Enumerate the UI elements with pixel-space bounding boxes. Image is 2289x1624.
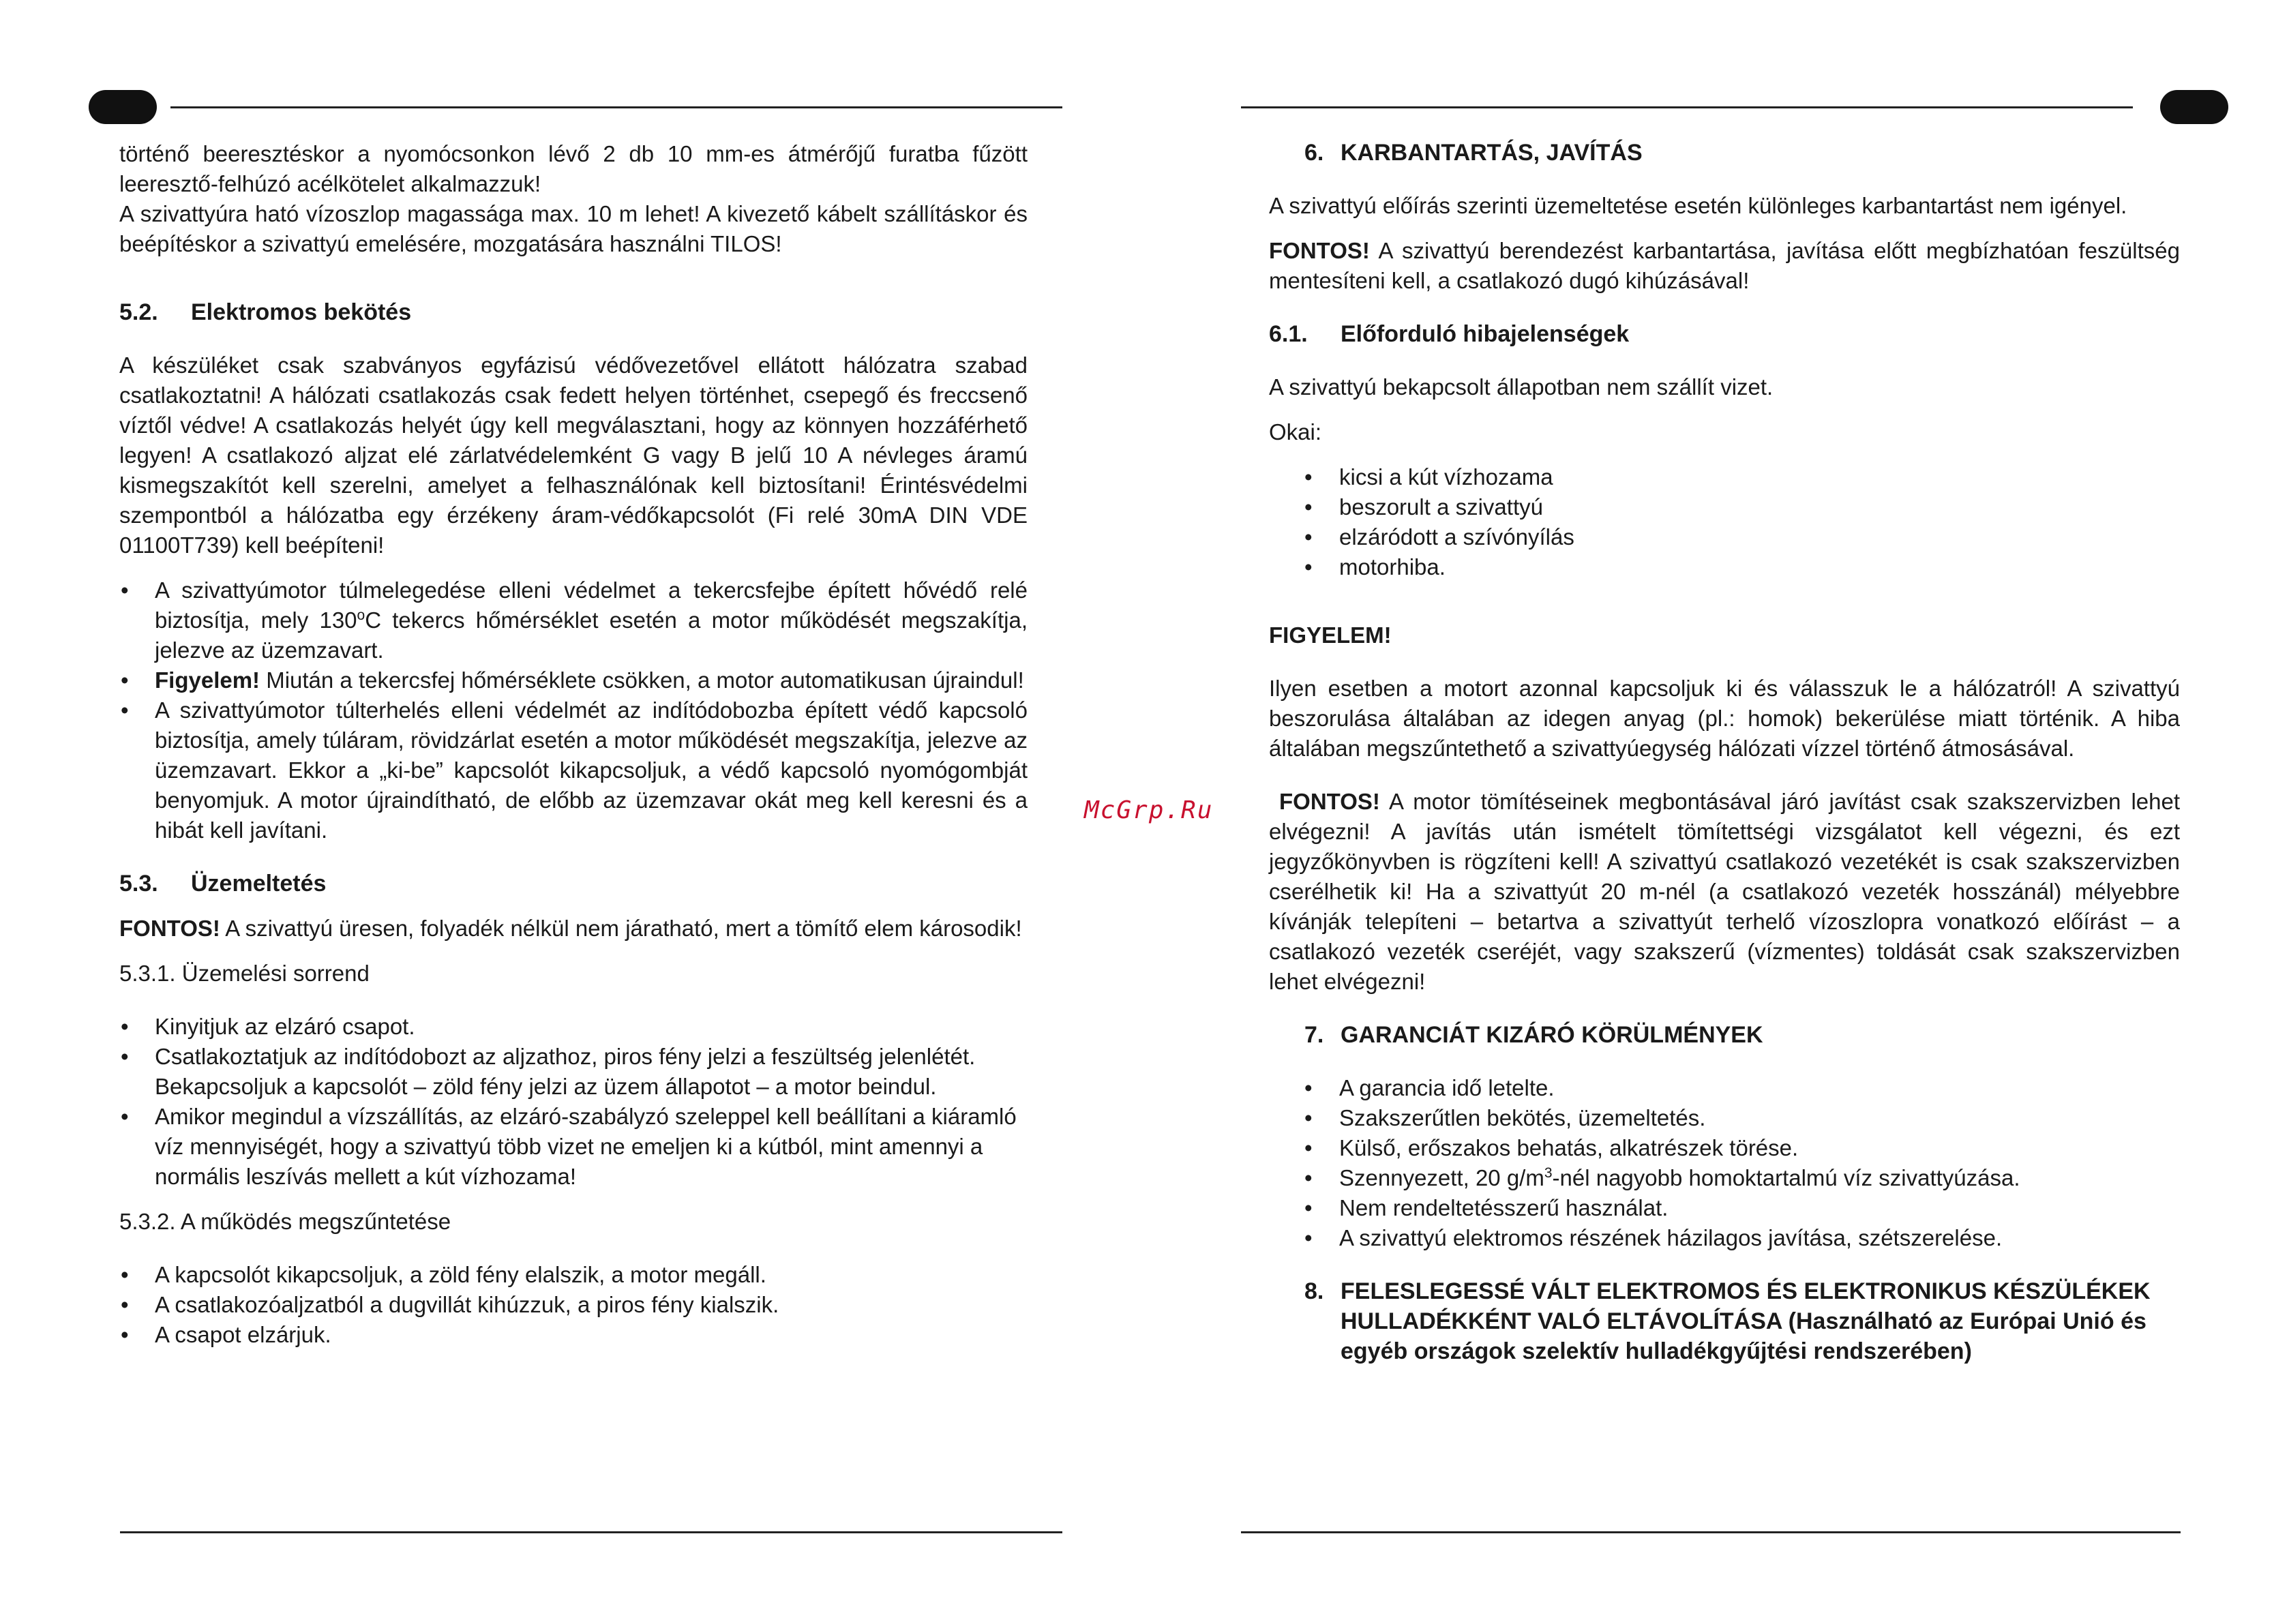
causes-label: Okai: (1269, 419, 1322, 445)
section-title: Elektromos bekötés (191, 299, 412, 325)
right-column (1269, 138, 2180, 1366)
list-item: • elzáródott a szívónyílás (1304, 524, 1574, 550)
fontos-repair-text: FONTOS! A motor tömítéseinek megbontásával járó javítást csak szakszervizben lehet elvégezni! A javítás után ismételt tömítettségi vizsgálatot kell végezni, és ezt jegyzőkönyvben is rögzíteni kell! A szivattyú csatlakozó vezetékét is csak szakszervizben cserélhetik ki! Ha a szivattyút 20 m-nél (a csatlakozó vezeték hosszánál) mélyebbre kívánják telepíteni – betartva a szivattyút terhelő vízoszlopra vonatkozó előírást – a csatlakozó vezeték cseréjét, vagy szakszerű (vízmentes) toldását csak szakszervizben lehet elvégezni! (1269, 789, 2180, 994)
section-5-3-text: FONTOS! A szivattyú üresen, folyadék nélkül nem járatható, mert a tömítő elem károsodik! (119, 916, 1022, 941)
left-column (119, 139, 1028, 1350)
list-item: • Nem rendeltetésszerű használat. (1304, 1195, 1669, 1220)
operation-steps-list (119, 1012, 1028, 1192)
warning-heading: FIGYELEM! (1269, 622, 1392, 648)
section-8-heading: 8. FELESLEGESSÉ VÁLT ELEKTROMOS ÉS ELEKTRONIKUS KÉSZÜLÉKEK HULLADÉKKÉNT VALÓ ELTÁVOLÍTÁSA (Használható az Európai Unió és egyéb országok szelektív hulladékgyűjtési rendszerében) (1304, 1278, 2151, 1364)
protection-list (119, 575, 1028, 845)
section-title: Üzemeltetés (191, 871, 327, 897)
warranty-exclusions-list (1269, 1073, 2180, 1253)
list-item: • Szakszerűtlen bekötés, üzemeltetés. (1304, 1105, 1706, 1130)
list-item: • motorhiba. (1304, 554, 1446, 580)
page-number-marker (2160, 90, 2228, 124)
intro-paragraph-1: történő beeresztéskor a nyomócsonkon lévő 2 db 10 mm-es átmérőjű furatba fűzött leeresztő-felhúzó acélkötelet alkalmazzuk! (119, 141, 1028, 196)
section-6-fontos: FONTOS! A szivattyú berendezést karbantartása, javítása előtt megbízhatóan feszültség mentesíteni kell, a csatlakozó dugó kihúzásával! (1269, 238, 2180, 293)
section-6-heading: 6. KARBANTARTÁS, JAVÍTÁS (1304, 140, 1643, 166)
list-item: • Szennyezett, 20 $g/m^3$-nél nagyobb homoktartalmú víz szivattyúzása. (1304, 1165, 2020, 1190)
section-title: Előforduló hibajelenségek (1341, 321, 1630, 347)
section-7-heading: 7. GARANCIÁT KIZÁRÓ KÖRÜLMÉNYEK (1304, 1022, 1763, 1048)
section-6-1-heading (1269, 319, 2180, 349)
list-item: • A csapot elzárjuk. (121, 1322, 331, 1347)
section-5-2-text: A készüléket csak szabványos egyfázisú védővezetővel ellátott hálózatra szabad csatlakoztatni! A hálózati csatlakozás csak fedett helyen történhet, csepegő és freccsenő víztől védve! A csatlakozás helyét úgy kell megválasztani, hogy az könnyen hozzáférhető legyen! A csatlakozó aljzat elé zárlatvédelemként G vagy B jelű 10 A névleges áramú kismegszakítót kell szerelni, amelyet a felhasználónak kell biztosítani! Érintésvédelmi szempontból a hálózatba egy érzékeny áram-védőkapcsolót (Fi relé 30mA DIN VDE 01100T739) kell beépíteni! (119, 352, 1028, 558)
list-item: • A szivattyúmotor túlterhelés elleni védelmét az indítódobozba épített védő kapcsoló biztosítja, amely túláram, rövidzárlat esetén a motor működését megszakítja, jelezve az üzemzavart. Ekkor a „ki-be” kapcsolót kikapcsoljuk, a védő kapcsoló nyomógombját benyomjuk. A motor újraindítható, de előbb az üzemzavar okát meg kell keresni és a hibát kell javítani. (121, 697, 1028, 843)
warning-text: Ilyen esetben a motort azonnal kapcsoljuk ki és válasszuk le a hálózatról! A szivattyú beszorulása általában az idegen anyag (pl.: homok) bekerülése miatt történik. A hiba általában megszűntethető a szivattyúegység hálózati vízzel történő átmosásával. (1269, 676, 2180, 761)
section-6-text: A szivattyú előírás szerinti üzemeltetése esetén különleges karbantartást nem igényel. (1269, 193, 2127, 218)
section-number: 6.1. (1269, 321, 1308, 347)
section-5-2-heading (119, 297, 1028, 327)
list-item: • A szivattyú elektromos részének házilagos javítása, szétszerelése. (1304, 1225, 2003, 1250)
list-item: • A garancia idő letelte. (1304, 1075, 1555, 1100)
shutdown-steps-list (119, 1260, 1028, 1350)
list-item: • Amikor megindul a vízszállítás, az elzáró-szabályzó szeleppel kell beállítani a kiáramló víz mennyiségét, hogy a szivattyú több vizet ne emeljen ki a kútból, mint amennyi a normális leszívás mellett a kút vízhozama! (121, 1104, 1017, 1189)
header-rule (170, 106, 1062, 108)
list-item: • Figyelem! Miután a tekercsfej hőmérséklete csökken, a motor automatikusan újraindul! (121, 667, 1024, 693)
causes-list (1269, 462, 2180, 582)
list-item: • Csatlakoztatjuk az indítódobozt az aljzathoz, piros fény jelzi a feszültség jelenlétét. Bekapcsoljuk a kapcsolót – zöld fény jelzi az üzem állapotot – a motor beindul. (121, 1044, 976, 1099)
footer-rule (120, 1531, 1062, 1533)
left-page (0, 0, 1144, 1624)
list-item: • A csatlakozóaljzatból a dugvillát kihúzzuk, a piros fény kialszik. (121, 1292, 779, 1317)
list-item: • A szivattyúmotor túlmelegedése elleni védelmet a tekercsfejbe épített hővédő relé biztosítja, mely 130$^o$C tekercs hőmérséklet esetén a motor működését megszakítja, jelezve az üzemzavart. (121, 577, 1028, 663)
section-5-3-1-title: 5.3.1. Üzemelési sorrend (119, 961, 370, 986)
header-rule (1241, 106, 2133, 108)
list-item: • beszorult a szivattyú (1304, 494, 1543, 520)
right-page (1144, 0, 2289, 1624)
section-number: 5.3. (119, 871, 158, 897)
page-number-marker (89, 90, 157, 124)
section-number: 5.2. (119, 299, 158, 325)
list-item: • kicsi a kút vízhozama (1304, 464, 1553, 490)
symptom-text: A szivattyú bekapcsolt állapotban nem szállít vizet. (1269, 374, 1774, 400)
section-5-3-2-title: 5.3.2. A működés megszűntetése (119, 1209, 451, 1234)
intro-paragraph-2: A szivattyúra ható vízoszlop magassága max. 10 m lehet! A kivezető kábelt szállításkor és beépítéskor a szivattyú emelésére, mozgatására használni TILOS! (119, 201, 1028, 256)
watermark: McGrp.Ru (1084, 796, 1214, 824)
list-item: • A kapcsolót kikapcsoljuk, a zöld fény elalszik, a motor megáll. (121, 1262, 766, 1287)
footer-rule (1241, 1531, 2181, 1533)
list-item: • Kinyitjuk az elzáró csapot. (121, 1014, 415, 1039)
list-item: • Külső, erőszakos behatás, alkatrészek törése. (1304, 1135, 1799, 1160)
section-5-3-heading (119, 869, 1028, 899)
